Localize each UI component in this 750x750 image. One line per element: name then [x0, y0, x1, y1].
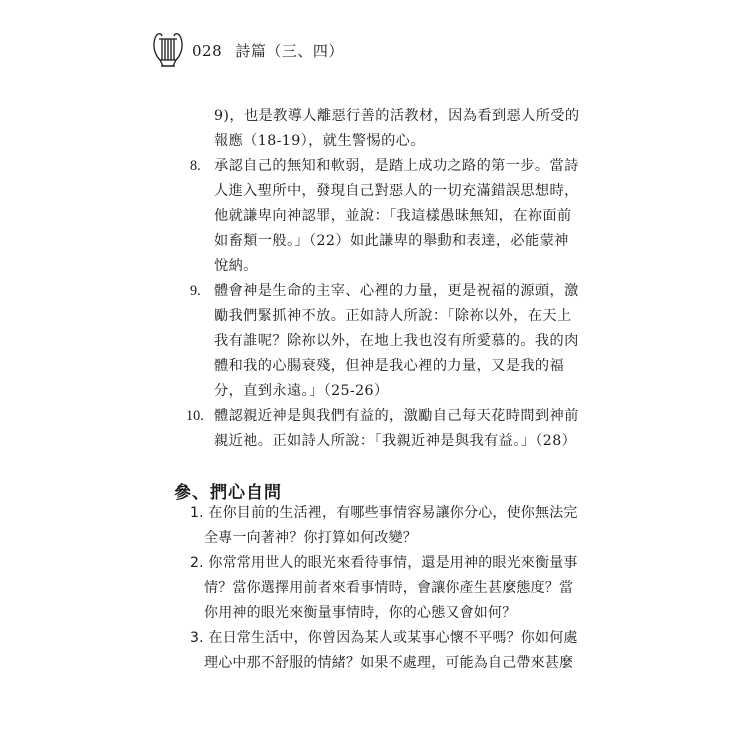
question-line: 3. 在日常生活中，你曾因為某人或某事心懷不平嗎？你如何處 — [190, 630, 578, 646]
page-header — [150, 28, 344, 72]
question-line: 1. 在你目前的生活裡，有哪些事情容易讓你分心，使你無法完 — [190, 505, 578, 521]
text-line: 我有誰呢？除祢以外，在地上我也沒有所愛慕的。我的肉 — [214, 333, 579, 349]
text-line: 報應（18-19），就生警惕的心。 — [214, 133, 425, 149]
lyre-icon — [150, 30, 186, 70]
question-line: 2. 你常常用世人的眼光來看待事情，還是用神的眼光來衡量事 — [190, 555, 578, 571]
text-line: 勵我們緊抓神不放。正如詩人所說：「除祢以外，在天上 — [214, 308, 572, 324]
text-line: 9)，也是教導人離惡行善的活教材，因為看到惡人所受的 — [214, 108, 580, 124]
question-line: 你用神的眼光來衡量事情時，你的心態又會如何？ — [204, 605, 517, 621]
text-line: 悅納。 — [214, 258, 258, 274]
section-heading: 參、捫心自問 — [174, 483, 282, 503]
text-line: 分，直到永遠。」（25-26） — [214, 383, 389, 399]
text-line: 承認自己的無知和軟弱，是踏上成功之路的第一步。當詩 — [214, 158, 579, 174]
list-item-number: 9. — [190, 283, 201, 299]
list-item-number: 8. — [190, 158, 201, 174]
text-line: 體會神是生命的主宰、心裡的力量，更是祝福的源頭，激 — [214, 283, 579, 299]
text-line: 親近祂。正如詩人所說：「我親近神是與我有益。」（28） — [214, 433, 577, 449]
list-item-number: 10. — [186, 408, 204, 424]
text-line: 體認親近神是與我們有益的，激勵自己每天花時間到神前 — [214, 408, 579, 424]
text-line: 他就謙卑向神認罪，並說：「我這樣愚昧無知，在祢面前 — [214, 208, 572, 224]
question-line: 情？當你選擇用前者來看事情時，會讓你產生甚麼態度？當 — [204, 580, 574, 596]
text-line: 如畜類一般。」（22）如此謙卑的舉動和表達，必能蒙神 — [214, 233, 569, 249]
text-line: 體和我的心腸衰殘，但神是我心裡的力量，又是我的福 — [214, 358, 565, 374]
running-title: 詩篇（三、四） — [235, 41, 344, 60]
text-line: 人進入聖所中，發現自己對惡人的一切充滿錯誤思想時， — [214, 183, 579, 199]
question-line: 理心中那不舒服的情緒？如果不處理，可能為自己帶來甚麼 — [204, 655, 574, 671]
question-line: 全專一向著神？你打算如何改變？ — [204, 530, 417, 546]
page-number: 028 — [192, 41, 223, 60]
